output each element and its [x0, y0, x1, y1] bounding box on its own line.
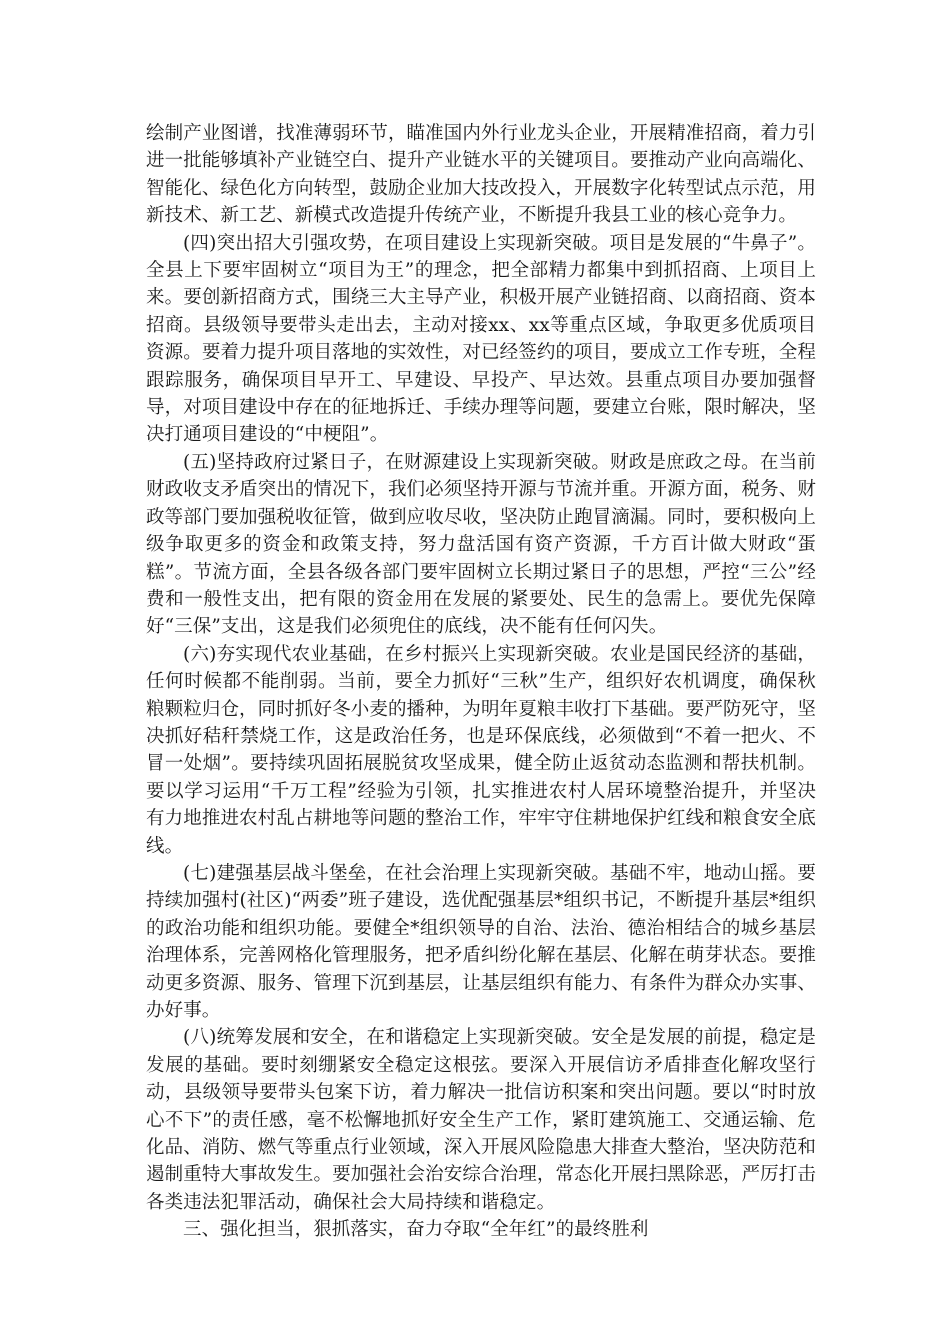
document-body	[146, 120, 816, 1244]
paragraph-continuation: 绘制产业图谱，找准薄弱环节，瞄准国内外行业龙头企业，开展精准招商，着力引进一批能够填补产业链空白、提升产业链水平的关键项目。要推动产业向高端化、智能化、绿色化方向转型，鼓励企业加大技改投入，开展数字化转型试点示范，用新技术、新工艺、新模式改造提升传统产业，不断提升我县工业的核心竞争力。	[146, 123, 816, 227]
paragraph-item-5: (五)坚持政府过紧日子，在财源建设上实现新突破。财政是庶政之母。在当前财政收支矛盾突出的情况下，我们必须坚持开源与节流并重。开源方面，税务、财政等部门要加强税收征管，做到应收尽收，坚决防止跑冒滴漏。同时，要积极向上级争取更多的资金和政策支持，努力盘活国有资产资源，千方百计做大财政“蛋糕”。节流方面，全县各级各部门要牢固树立长期过紧日子的思想，严控“三公”经费和一般性支出，把有限的资金用在发展的紧要处、民生的急需上。要优先保障好“三保”支出，这是我们必须兜住的底线，决不能有任何闪失。	[146, 451, 816, 638]
paragraph-item-7: (七)建强基层战斗堡垒，在社会治理上实现新突破。基础不牢，地动山摇。要持续加强村(社区)“两委”班子建设，选优配强基层*组织书记，不断提升基层*组织的政治功能和组织功能。要健全*组织领导的自治、法治、德治相结合的城乡基层治理体系，完善网格化管理服务，把矛盾纠纷化解在基层、化解在萌芽状态。要推动更多资源、服务、管理下沉到基层，让基层组织有能力、有条件为群众办实事、办好事。	[146, 862, 816, 1021]
paragraph-item-4: (四)突出招大引强攻势，在项目建设上实现新突破。项目是发展的“牛鼻子”。全县上下要牢固树立“项目为王”的理念，把全部精力都集中到抓招商、上项目上来。要创新招商方式，围绕三大主导产业，积极开展产业链招商、以商招商、资本招商。县级领导要带头走出去，主动对接xx、xx等重点区域，争取更多优质项目资源。要着力提升项目落地的实效性，对已经签约的项目，要成立工作专班，全程跟踪服务，确保项目早开工、早建设、早投产、早达效。县重点项目办要加强督导，对项目建设中存在的征地拆迁、手续办理等问题，要建立台账，限时解决，坚决打通项目建设的“中梗阻”。	[146, 232, 816, 446]
section-heading: 三、强化担当，狠抓落实，奋力夺取“全年红”的最终胜利	[183, 1219, 649, 1241]
paragraph-item-8: (八)统筹发展和安全，在和谐稳定上实现新突破。安全是发展的前提，稳定是发展的基础。要时刻绷紧安全稳定这根弦。要深入开展信访矛盾排查化解攻坚行动，县级领导要带头包案下访，着力解决一批信访积案和突出问题。要以“时时放心不下”的责任感，毫不松懈地抓好安全生产工作，紧盯建筑施工、交通运输、危化品、消防、燃气等重点行业领域，深入开展风险隐患大排查大整治，坚决防范和遏制重特大事故发生。要加强社会治安综合治理，常态化开展扫黑除恶，严厉打击各类违法犯罪活动，确保社会大局持续和谐稳定。	[146, 1027, 816, 1213]
paragraph-item-6: (六)夯实现代农业基础，在乡村振兴上实现新突破。农业是国民经济的基础，任何时候都不能削弱。当前，要全力抓好“三秋”生产，组织好农机调度，确保秋粮颗粒归仓，同时抓好冬小麦的播种，为明年夏粮丰收打下基础。要严防死守，坚决抓好秸秆禁烧工作，这是政治任务，也是环保底线，必须做到“不着一把火、不冒一处烟”。要持续巩固拓展脱贫攻坚成果，健全防止返贫动态监测和帮扶机制。要以学习运用“千万工程”经验为引领，扎实推进农村人居环境整治提升，并坚决有力地推进农村乱占耕地等问题的整治工作，牢牢守住耕地保护红线和粮食安全底线。	[146, 643, 816, 857]
